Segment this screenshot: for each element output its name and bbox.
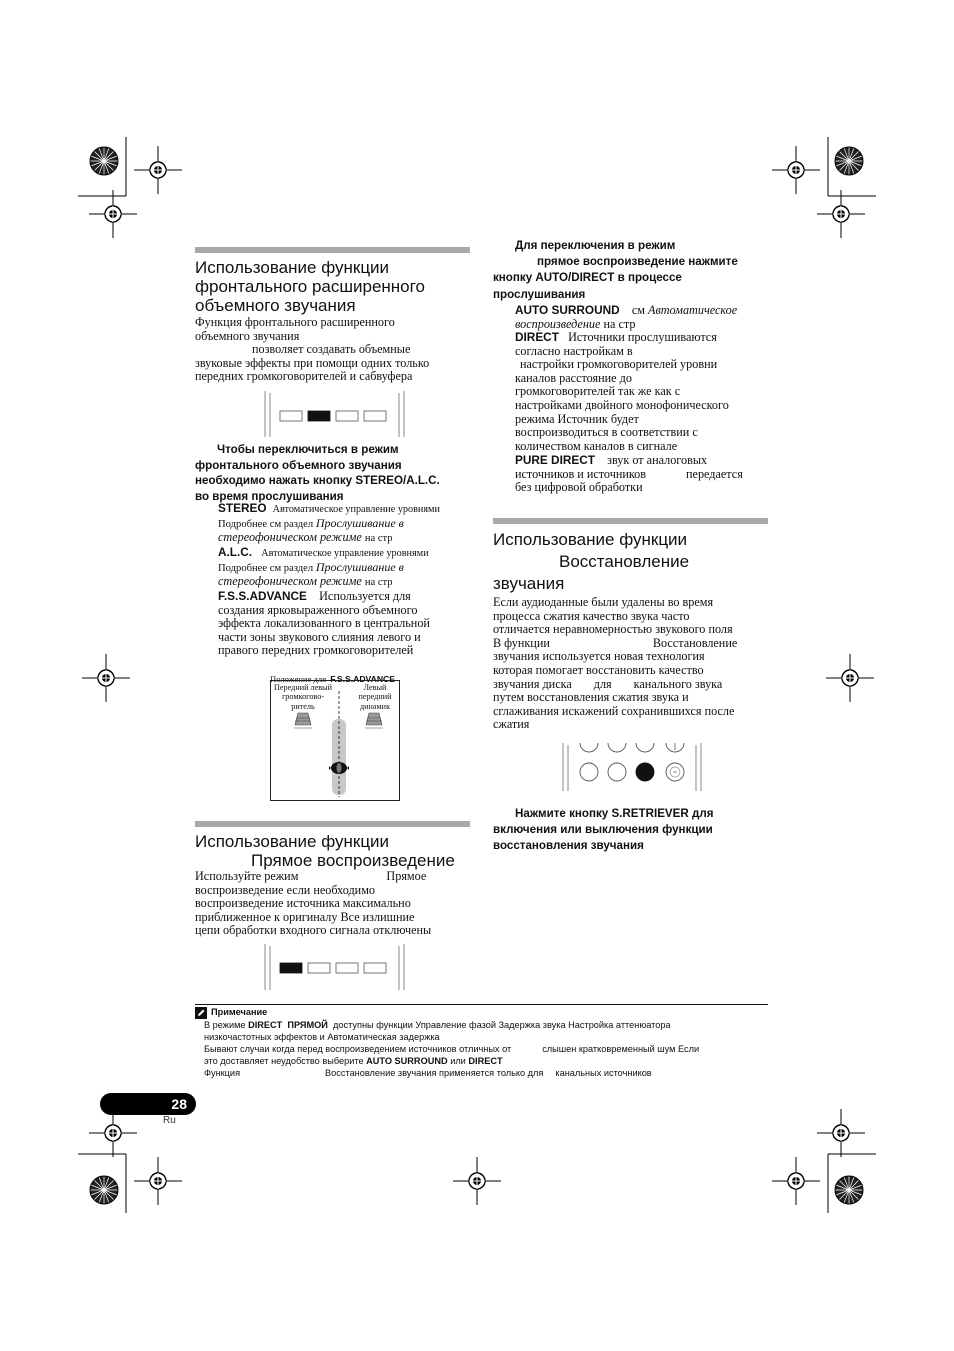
crosshair-icon bbox=[772, 1157, 820, 1205]
alc-definition: A.L.C. Автоматическое управление уровнями Подробнее см раздел Прослушивание в стереофоническом режиме на стр bbox=[218, 545, 429, 589]
star-target-icon bbox=[90, 147, 118, 175]
crosshair-icon bbox=[134, 1157, 182, 1205]
direct-definition: DIRECT Источники прослушиваются согласно настройкам в настройки громкоговорителей уровни каналов расстояние до громкоговорителей так же как с настройками двойного монофонического режима Источник будет воспроизводиться в соответствии с количеством каналов в сигнале bbox=[515, 330, 729, 453]
s-retriever-button bbox=[636, 763, 654, 781]
direct-term: DIRECT bbox=[515, 330, 559, 344]
note-pencil-icon bbox=[195, 1007, 207, 1019]
pure-direct-definition: PURE DIRECT звук от аналоговых источников и источников передается без цифровой обработки bbox=[515, 453, 743, 495]
crosshair-icon bbox=[772, 146, 820, 194]
direct-switch-instruction: Для переключения в режим прямое воспроизведение нажмите кнопку AUTO/DIRECT в процессе прослушивания bbox=[493, 239, 738, 301]
note-body: В режиме DIRECT ПРЯМОЙ доступны функции Управление фазой Задержка звука Настройка аттенюатора низкочастотных эффектов и Автоматическая задержка Бывают случаи когда перед воспроизведением источников отличных от слышен кратковременный шум Если это доставляет неудобство выберите AUTO SURROUND или DIRECT Функция Восстановление звучания применяется только для канальных источников bbox=[204, 1020, 700, 1078]
restore-description: Если аудиоданные были удалены во время процесса сжатия качество звука часто отличается неравномерностью звукового поля В функции Восстановление звучания используется новая технология которая помогает восстановить качество звучания диска для канального звука путем восстановления сжатия звука и сглаживания искажений сохранившихся после сжатия bbox=[493, 595, 738, 732]
stereo-alc-button bbox=[308, 411, 330, 421]
star-target-icon bbox=[835, 147, 863, 175]
crosshair-icon bbox=[817, 1109, 865, 1157]
frontal-instruction: Чтобы переключиться в режим фронтального объемного звучания необходимо нажать кнопку STEREO/A.L.C. во время прослушивания bbox=[195, 443, 440, 503]
direct-section-title: Использование функции Прямое воспроизведение bbox=[195, 832, 455, 870]
language-code: Ru bbox=[163, 1115, 176, 1126]
section-divider bbox=[195, 821, 470, 827]
listening-position-diagram bbox=[271, 681, 399, 800]
crosshair-icon bbox=[826, 654, 874, 702]
crosshair-icon bbox=[82, 654, 130, 702]
crosshair-icon bbox=[453, 1157, 501, 1205]
star-target-icon bbox=[90, 1176, 118, 1204]
fss-diagram bbox=[270, 680, 400, 801]
restore-section-title: Использование функции Восстановление звучания bbox=[493, 530, 690, 593]
left-speaker-label: Передний левый громкогово- ритель bbox=[274, 683, 332, 711]
fss-term: F.S.S.ADVANCE bbox=[218, 589, 307, 603]
star-target-icon bbox=[835, 1176, 863, 1204]
fss-diagram-caption: Положение для F.S.S.ADVANCE bbox=[270, 674, 395, 684]
crosshair-icon bbox=[817, 190, 865, 238]
front-panel-buttons bbox=[262, 942, 406, 992]
auto-surround-definition: AUTO SURROUND см Автоматическое воспроизведение на стр bbox=[515, 303, 738, 331]
note-heading: Примечание bbox=[211, 1007, 268, 1017]
auto-direct-button bbox=[280, 963, 302, 973]
right-speaker-label: Левый передний динамик bbox=[358, 683, 392, 711]
left-speaker-icon bbox=[294, 713, 312, 728]
stereo-definition: STEREO Автоматическое управление уровнями Подробнее см раздел Прослушивание в стереофоническом режиме на стр bbox=[218, 501, 440, 545]
note-divider bbox=[195, 1004, 768, 1005]
direct-description: Используйте режим Прямое воспроизведение если необходимо воспроизведение источника максимально приближенное к оригиналу Все излишние цепи обработки входного сигнала отключены bbox=[195, 869, 432, 938]
frontal-section-title: Использование функции фронтального расширенного объемного звучания bbox=[195, 258, 425, 315]
section-divider bbox=[493, 518, 768, 524]
right-speaker-icon bbox=[365, 713, 383, 728]
front-panel-buttons bbox=[262, 389, 406, 439]
remote-control-buttons bbox=[560, 741, 705, 793]
section-divider bbox=[195, 247, 470, 253]
frontal-description: Функция фронтального расширенного объемного звучания позволяет создавать объемные звуковые эффекты при помощи одних только передних громкоговорителей и сабвуфера bbox=[195, 315, 430, 384]
fss-definition: F.S.S.ADVANCE Используется для создания ярковыраженного объемного эффекта локализованного в центральной части зоны звукового слияния левого и правого передних громкоговорителей bbox=[218, 589, 430, 658]
crosshair-icon bbox=[134, 146, 182, 194]
auto-surround-term: AUTO SURROUND bbox=[515, 303, 620, 317]
crosshair-icon bbox=[89, 190, 137, 238]
alc-term: A.L.C. bbox=[218, 545, 253, 559]
page-number: 28 bbox=[171, 1096, 187, 1112]
stereo-term: STEREO bbox=[218, 501, 267, 515]
pure-direct-term: PURE DIRECT bbox=[515, 453, 595, 467]
restore-instruction: Нажмите кнопку S.RETRIEVER для включения или выключения функции восстановления звучания bbox=[493, 807, 714, 853]
crosshair-icon bbox=[89, 1109, 137, 1157]
